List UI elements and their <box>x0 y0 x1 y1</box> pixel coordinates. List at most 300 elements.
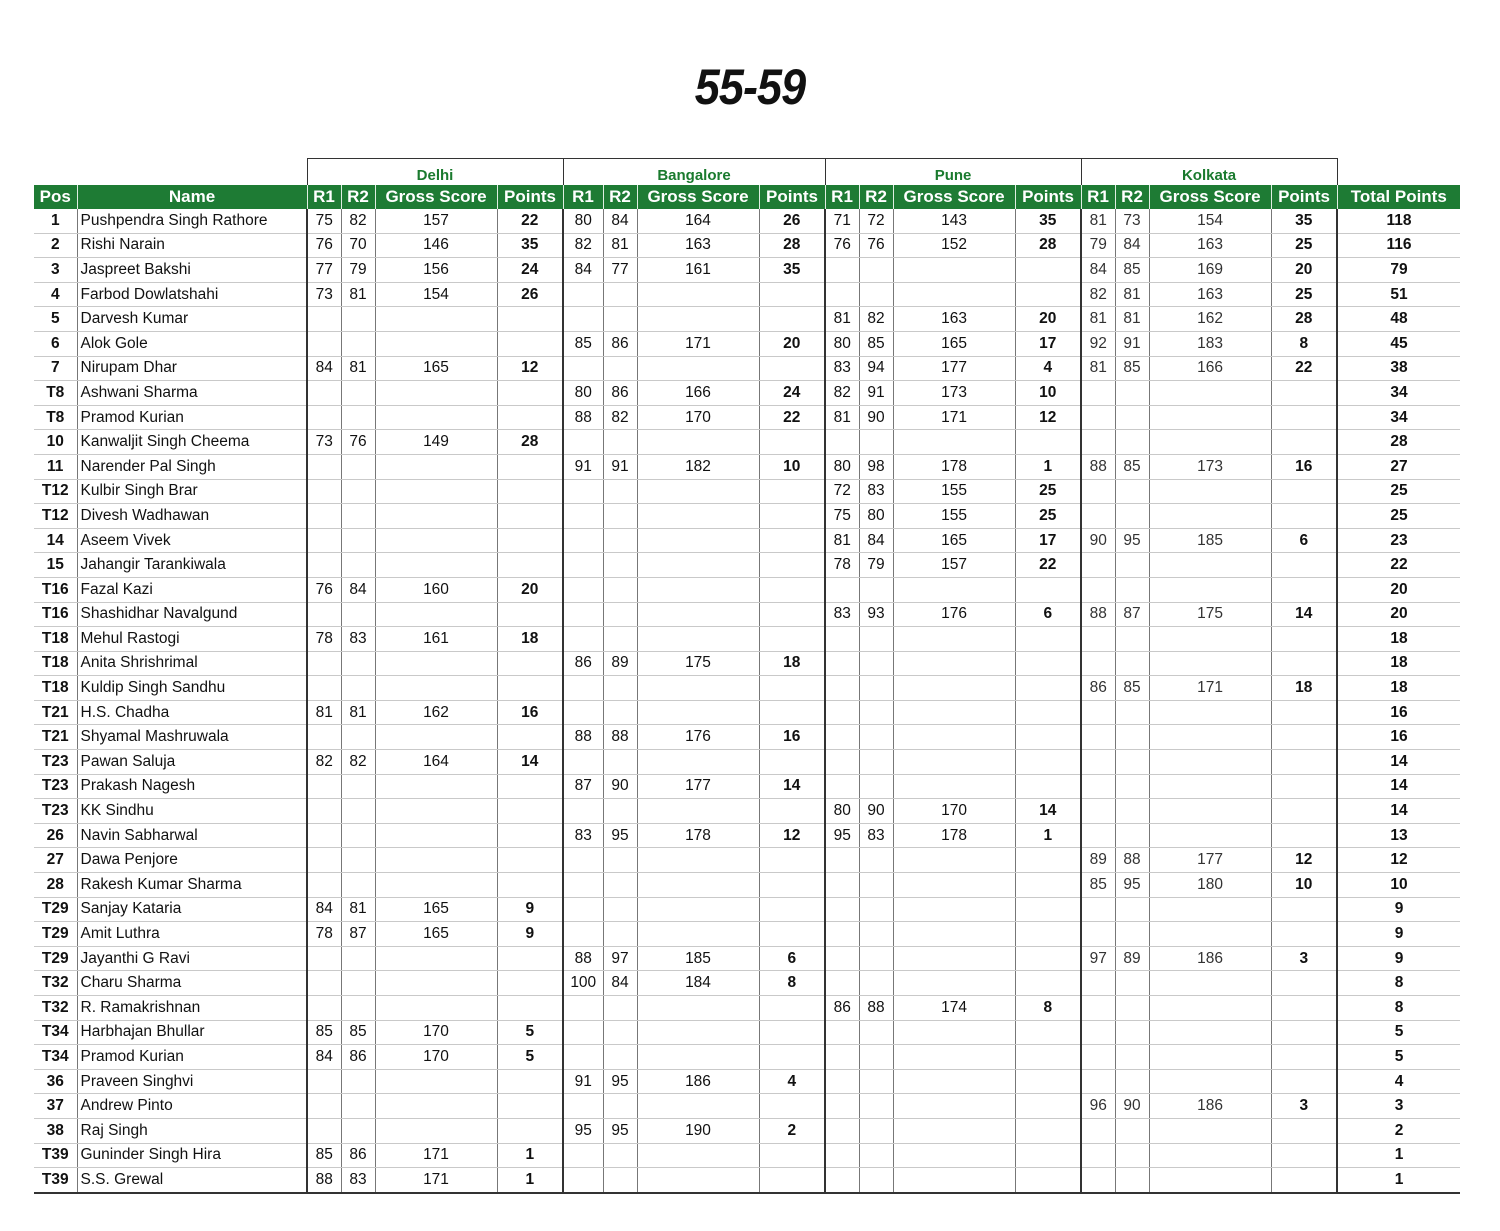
cell-pune-gross-score <box>893 750 1015 775</box>
cell-name: Pawan Saluja <box>77 750 307 775</box>
cell-bangalore-r2 <box>603 922 637 947</box>
cell-kolkata-r1 <box>1081 1143 1115 1168</box>
cell-delhi-gross-score: 161 <box>375 627 497 652</box>
cell-bangalore-gross-score: 190 <box>637 1118 759 1143</box>
cell-total-points: 3 <box>1337 1094 1460 1119</box>
cell-delhi-r1 <box>307 823 341 848</box>
cell-delhi-r1 <box>307 331 341 356</box>
cell-name: Amit Luthra <box>77 922 307 947</box>
cell-kolkata-r2 <box>1115 750 1149 775</box>
cell-bangalore-gross-score <box>637 897 759 922</box>
table-row <box>34 577 1460 602</box>
cell-kolkata-r1 <box>1081 553 1115 578</box>
cell-bangalore-r2: 95 <box>603 823 637 848</box>
cell-kolkata-r2: 85 <box>1115 676 1149 701</box>
cell-kolkata-r1: 90 <box>1081 528 1115 553</box>
cell-name: KK Sindhu <box>77 799 307 824</box>
cell-bangalore-r2 <box>603 307 637 332</box>
cell-delhi-points: 14 <box>497 750 563 775</box>
cell-pune-gross-score: 143 <box>893 209 1015 233</box>
cell-pos: T18 <box>34 627 77 652</box>
cell-delhi-gross-score <box>375 405 497 430</box>
cell-pune-gross-score: 163 <box>893 307 1015 332</box>
table-row <box>34 922 1460 947</box>
cell-bangalore-points: 20 <box>759 331 825 356</box>
cell-pune-gross-score: 157 <box>893 553 1015 578</box>
cell-bangalore-gross-score <box>637 676 759 701</box>
cell-pune-gross-score <box>893 774 1015 799</box>
cell-name: S.S. Grewal <box>77 1168 307 1193</box>
cell-bangalore-gross-score: 182 <box>637 454 759 479</box>
cell-bangalore-r1: 80 <box>563 381 603 406</box>
table-row <box>34 873 1460 898</box>
cell-name: Farbod Dowlatshahi <box>77 282 307 307</box>
cell-total-points: 25 <box>1337 479 1460 504</box>
cell-delhi-r2 <box>341 1094 375 1119</box>
cell-pune-r2: 80 <box>859 504 893 529</box>
cell-delhi-gross-score <box>375 651 497 676</box>
cell-total-points: 28 <box>1337 430 1460 455</box>
cell-pos: 38 <box>34 1118 77 1143</box>
cell-pune-r1 <box>825 725 859 750</box>
column-header-delhi-gross-score: Gross Score <box>375 185 497 209</box>
cell-kolkata-gross-score <box>1149 971 1271 996</box>
cell-bangalore-points: 28 <box>759 233 825 258</box>
cell-pune-r1 <box>825 750 859 775</box>
cell-bangalore-points <box>759 430 825 455</box>
cell-bangalore-gross-score <box>637 1045 759 1070</box>
cell-total-points: 1 <box>1337 1143 1460 1168</box>
cell-name: Raj Singh <box>77 1118 307 1143</box>
cell-delhi-r1 <box>307 971 341 996</box>
cell-total-points: 13 <box>1337 823 1460 848</box>
cell-delhi-gross-score <box>375 996 497 1021</box>
cell-bangalore-r2: 97 <box>603 946 637 971</box>
cell-delhi-points: 18 <box>497 627 563 652</box>
cell-kolkata-gross-score <box>1149 1069 1271 1094</box>
cell-delhi-points <box>497 1069 563 1094</box>
cell-name: Shyamal Mashruwala <box>77 725 307 750</box>
cell-delhi-r2 <box>341 381 375 406</box>
cell-pune-points: 20 <box>1015 307 1081 332</box>
table-row <box>34 430 1460 455</box>
cell-bangalore-r1 <box>563 1094 603 1119</box>
cell-pune-r2 <box>859 282 893 307</box>
cell-bangalore-gross-score: 171 <box>637 331 759 356</box>
cell-kolkata-gross-score: 163 <box>1149 233 1271 258</box>
cell-delhi-r2 <box>341 479 375 504</box>
cell-pune-r1: 83 <box>825 602 859 627</box>
cell-delhi-r1: 77 <box>307 258 341 283</box>
cell-bangalore-r1: 86 <box>563 651 603 676</box>
cell-kolkata-gross-score <box>1149 479 1271 504</box>
cell-pune-points <box>1015 282 1081 307</box>
cell-bangalore-points <box>759 1020 825 1045</box>
cell-delhi-gross-score: 156 <box>375 258 497 283</box>
cell-bangalore-r1: 88 <box>563 405 603 430</box>
cell-delhi-r1: 75 <box>307 209 341 233</box>
cell-pune-points <box>1015 651 1081 676</box>
cell-pos: 28 <box>34 873 77 898</box>
cell-delhi-points <box>497 1118 563 1143</box>
cell-kolkata-gross-score <box>1149 1168 1271 1193</box>
cell-pune-r2 <box>859 676 893 701</box>
cell-delhi-r2: 70 <box>341 233 375 258</box>
cell-total-points: 48 <box>1337 307 1460 332</box>
cell-name: Jaspreet Bakshi <box>77 258 307 283</box>
cell-delhi-r1 <box>307 725 341 750</box>
cell-total-points: 38 <box>1337 356 1460 381</box>
cell-delhi-gross-score <box>375 799 497 824</box>
cell-kolkata-r2: 88 <box>1115 848 1149 873</box>
cell-delhi-r2: 83 <box>341 627 375 652</box>
cell-kolkata-r1: 86 <box>1081 676 1115 701</box>
cell-bangalore-gross-score <box>637 553 759 578</box>
cell-pos: T32 <box>34 996 77 1021</box>
cell-kolkata-r2: 95 <box>1115 528 1149 553</box>
table-row <box>34 627 1460 652</box>
cell-delhi-points: 1 <box>497 1143 563 1168</box>
cell-delhi-gross-score <box>375 479 497 504</box>
cell-delhi-points <box>497 405 563 430</box>
cell-bangalore-gross-score <box>637 750 759 775</box>
cell-pos: T23 <box>34 750 77 775</box>
cell-bangalore-gross-score <box>637 700 759 725</box>
column-header-kolkata-gross-score: Gross Score <box>1149 185 1271 209</box>
cell-kolkata-points <box>1271 1118 1337 1143</box>
cell-delhi-r2 <box>341 676 375 701</box>
cell-bangalore-r1 <box>563 528 603 553</box>
cell-delhi-points <box>497 725 563 750</box>
cell-pune-r2 <box>859 577 893 602</box>
cell-kolkata-points <box>1271 996 1337 1021</box>
cell-bangalore-r1: 95 <box>563 1118 603 1143</box>
cell-bangalore-r2 <box>603 996 637 1021</box>
cell-bangalore-gross-score <box>637 1168 759 1193</box>
cell-pune-r2 <box>859 258 893 283</box>
cell-kolkata-points <box>1271 553 1337 578</box>
cell-bangalore-r2: 84 <box>603 971 637 996</box>
group-header-pune: Pune <box>825 159 1081 186</box>
cell-name: Andrew Pinto <box>77 1094 307 1119</box>
cell-pos: T39 <box>34 1168 77 1193</box>
cell-pune-r1 <box>825 651 859 676</box>
cell-total-points: 18 <box>1337 651 1460 676</box>
cell-delhi-r2 <box>341 602 375 627</box>
cell-pos: T23 <box>34 774 77 799</box>
cell-delhi-gross-score <box>375 848 497 873</box>
cell-total-points: 5 <box>1337 1020 1460 1045</box>
cell-kolkata-r1: 81 <box>1081 356 1115 381</box>
cell-bangalore-r2 <box>603 1045 637 1070</box>
cell-bangalore-r2 <box>603 848 637 873</box>
cell-bangalore-r2: 81 <box>603 233 637 258</box>
cell-delhi-gross-score: 157 <box>375 209 497 233</box>
cell-delhi-r2 <box>341 725 375 750</box>
cell-kolkata-gross-score <box>1149 725 1271 750</box>
cell-pune-r1 <box>825 627 859 652</box>
cell-kolkata-r2: 81 <box>1115 282 1149 307</box>
cell-name: Kuldip Singh Sandhu <box>77 676 307 701</box>
cell-pune-r1: 71 <box>825 209 859 233</box>
cell-bangalore-r1 <box>563 602 603 627</box>
cell-kolkata-gross-score: 186 <box>1149 946 1271 971</box>
cell-kolkata-points <box>1271 577 1337 602</box>
cell-name: Mehul Rastogi <box>77 627 307 652</box>
cell-total-points: 45 <box>1337 331 1460 356</box>
cell-name: Kulbir Singh Brar <box>77 479 307 504</box>
cell-bangalore-points <box>759 1143 825 1168</box>
cell-pune-r2 <box>859 750 893 775</box>
cell-bangalore-r2 <box>603 897 637 922</box>
cell-bangalore-r1 <box>563 1143 603 1168</box>
cell-pune-gross-score: 171 <box>893 405 1015 430</box>
cell-delhi-r2: 87 <box>341 922 375 947</box>
cell-kolkata-r1: 82 <box>1081 282 1115 307</box>
cell-bangalore-gross-score: 163 <box>637 233 759 258</box>
cell-delhi-points: 20 <box>497 577 563 602</box>
cell-kolkata-r1: 92 <box>1081 331 1115 356</box>
cell-kolkata-gross-score: 169 <box>1149 258 1271 283</box>
cell-total-points: 118 <box>1337 209 1460 233</box>
cell-delhi-r2 <box>341 454 375 479</box>
table-row <box>34 479 1460 504</box>
cell-bangalore-points: 22 <box>759 405 825 430</box>
cell-delhi-r2 <box>341 331 375 356</box>
cell-name: Pushpendra Singh Rathore <box>77 209 307 233</box>
cell-delhi-points: 5 <box>497 1045 563 1070</box>
cell-delhi-r1 <box>307 405 341 430</box>
cell-delhi-r2: 83 <box>341 1168 375 1193</box>
cell-kolkata-gross-score <box>1149 1118 1271 1143</box>
cell-kolkata-r1 <box>1081 823 1115 848</box>
cell-pune-r1 <box>825 873 859 898</box>
cell-delhi-points: 9 <box>497 922 563 947</box>
cell-pune-gross-score: 174 <box>893 996 1015 1021</box>
cell-bangalore-points <box>759 700 825 725</box>
table-row <box>34 1118 1460 1143</box>
cell-bangalore-r1: 87 <box>563 774 603 799</box>
cell-bangalore-points <box>759 504 825 529</box>
cell-kolkata-r1 <box>1081 971 1115 996</box>
cell-total-points: 16 <box>1337 700 1460 725</box>
cell-pos: 7 <box>34 356 77 381</box>
cell-kolkata-gross-score <box>1149 799 1271 824</box>
cell-bangalore-r2 <box>603 602 637 627</box>
cell-delhi-points <box>497 946 563 971</box>
cell-pune-gross-score <box>893 1069 1015 1094</box>
cell-kolkata-r2: 85 <box>1115 454 1149 479</box>
cell-kolkata-points: 35 <box>1271 209 1337 233</box>
cell-pune-r2 <box>859 1094 893 1119</box>
cell-kolkata-gross-score <box>1149 1020 1271 1045</box>
cell-bangalore-gross-score: 185 <box>637 946 759 971</box>
column-header-bangalore-gross-score: Gross Score <box>637 185 759 209</box>
cell-kolkata-r1: 81 <box>1081 209 1115 233</box>
cell-delhi-r1: 73 <box>307 282 341 307</box>
cell-total-points: 116 <box>1337 233 1460 258</box>
group-header-bangalore: Bangalore <box>563 159 825 186</box>
cell-kolkata-r1: 97 <box>1081 946 1115 971</box>
cell-total-points: 18 <box>1337 676 1460 701</box>
cell-delhi-r1 <box>307 381 341 406</box>
cell-pune-r1 <box>825 430 859 455</box>
cell-bangalore-points <box>759 307 825 332</box>
cell-pos: 3 <box>34 258 77 283</box>
cell-bangalore-r2 <box>603 1143 637 1168</box>
cell-delhi-r1: 78 <box>307 627 341 652</box>
cell-name: Rishi Narain <box>77 233 307 258</box>
cell-name: Divesh Wadhawan <box>77 504 307 529</box>
cell-pos: 37 <box>34 1094 77 1119</box>
cell-delhi-points <box>497 1094 563 1119</box>
cell-pos: T8 <box>34 405 77 430</box>
cell-total-points: 22 <box>1337 553 1460 578</box>
cell-bangalore-points <box>759 750 825 775</box>
column-header-pune-gross-score: Gross Score <box>893 185 1015 209</box>
cell-pune-points <box>1015 1020 1081 1045</box>
cell-pune-r2 <box>859 1143 893 1168</box>
cell-kolkata-r2 <box>1115 897 1149 922</box>
cell-kolkata-gross-score: 186 <box>1149 1094 1271 1119</box>
cell-pune-gross-score <box>893 897 1015 922</box>
cell-kolkata-gross-score <box>1149 627 1271 652</box>
cell-kolkata-points: 25 <box>1271 282 1337 307</box>
cell-kolkata-r2 <box>1115 996 1149 1021</box>
cell-bangalore-gross-score <box>637 504 759 529</box>
cell-total-points: 34 <box>1337 405 1460 430</box>
cell-kolkata-r2 <box>1115 1069 1149 1094</box>
cell-pune-points <box>1015 577 1081 602</box>
cell-pune-r1: 72 <box>825 479 859 504</box>
cell-kolkata-r1 <box>1081 774 1115 799</box>
cell-bangalore-points: 2 <box>759 1118 825 1143</box>
cell-pos: 2 <box>34 233 77 258</box>
cell-kolkata-r1 <box>1081 1168 1115 1193</box>
cell-kolkata-points <box>1271 1143 1337 1168</box>
cell-bangalore-points: 12 <box>759 823 825 848</box>
cell-delhi-points: 16 <box>497 700 563 725</box>
cell-kolkata-points <box>1271 1069 1337 1094</box>
cell-delhi-r1 <box>307 307 341 332</box>
cell-pos: T18 <box>34 651 77 676</box>
cell-bangalore-r1 <box>563 1168 603 1193</box>
cell-kolkata-points <box>1271 1168 1337 1193</box>
cell-kolkata-r1 <box>1081 381 1115 406</box>
cell-bangalore-r1: 80 <box>563 209 603 233</box>
cell-kolkata-r1: 88 <box>1081 602 1115 627</box>
cell-pos: 14 <box>34 528 77 553</box>
cell-kolkata-gross-score <box>1149 553 1271 578</box>
cell-bangalore-r1: 82 <box>563 233 603 258</box>
cell-delhi-gross-score: 170 <box>375 1020 497 1045</box>
cell-kolkata-r2 <box>1115 774 1149 799</box>
cell-name: Anita Shrishrimal <box>77 651 307 676</box>
cell-bangalore-r2: 77 <box>603 258 637 283</box>
cell-bangalore-r2 <box>603 627 637 652</box>
cell-pune-points <box>1015 1094 1081 1119</box>
cell-delhi-r2: 81 <box>341 356 375 381</box>
cell-kolkata-points: 3 <box>1271 946 1337 971</box>
cell-bangalore-points <box>759 528 825 553</box>
cell-name: Prakash Nagesh <box>77 774 307 799</box>
cell-total-points: 8 <box>1337 971 1460 996</box>
cell-delhi-r1: 88 <box>307 1168 341 1193</box>
cell-delhi-r1 <box>307 799 341 824</box>
cell-kolkata-gross-score: 171 <box>1149 676 1271 701</box>
cell-total-points: 14 <box>1337 774 1460 799</box>
cell-total-points: 18 <box>1337 627 1460 652</box>
table-row <box>34 233 1460 258</box>
cell-pune-points: 17 <box>1015 331 1081 356</box>
column-header-kolkata-r2: R2 <box>1115 185 1149 209</box>
cell-kolkata-r1 <box>1081 922 1115 947</box>
cell-name: Pramod Kurian <box>77 1045 307 1070</box>
cell-bangalore-r2: 95 <box>603 1118 637 1143</box>
cell-pune-gross-score: 155 <box>893 504 1015 529</box>
cell-bangalore-gross-score <box>637 799 759 824</box>
cell-kolkata-gross-score <box>1149 996 1271 1021</box>
cell-delhi-points <box>497 848 563 873</box>
cell-kolkata-gross-score: 180 <box>1149 873 1271 898</box>
cell-bangalore-r2: 95 <box>603 1069 637 1094</box>
cell-bangalore-gross-score <box>637 479 759 504</box>
cell-bangalore-points <box>759 577 825 602</box>
cell-bangalore-points: 35 <box>759 258 825 283</box>
cell-pune-gross-score <box>893 1168 1015 1193</box>
group-header-kolkata: Kolkata <box>1081 159 1337 186</box>
cell-name: Narender Pal Singh <box>77 454 307 479</box>
cell-bangalore-points <box>759 627 825 652</box>
cell-name: Ashwani Sharma <box>77 381 307 406</box>
cell-pune-r1: 75 <box>825 504 859 529</box>
cell-bangalore-points <box>759 479 825 504</box>
cell-bangalore-r1 <box>563 750 603 775</box>
cell-pune-points <box>1015 946 1081 971</box>
cell-pune-r2 <box>859 1020 893 1045</box>
cell-bangalore-gross-score <box>637 356 759 381</box>
cell-bangalore-r2 <box>603 430 637 455</box>
cell-bangalore-gross-score <box>637 1020 759 1045</box>
cell-delhi-points: 1 <box>497 1168 563 1193</box>
cell-delhi-r1: 78 <box>307 922 341 947</box>
cell-delhi-r1: 76 <box>307 577 341 602</box>
cell-delhi-points <box>497 873 563 898</box>
cell-pune-gross-score <box>893 922 1015 947</box>
table-row <box>34 823 1460 848</box>
cell-kolkata-gross-score: 185 <box>1149 528 1271 553</box>
cell-delhi-r2: 85 <box>341 1020 375 1045</box>
cell-kolkata-r1 <box>1081 430 1115 455</box>
cell-bangalore-gross-score <box>637 577 759 602</box>
cell-delhi-r2 <box>341 946 375 971</box>
cell-delhi-points <box>497 774 563 799</box>
cell-bangalore-r1 <box>563 799 603 824</box>
cell-pune-points: 1 <box>1015 454 1081 479</box>
cell-pune-r2 <box>859 651 893 676</box>
cell-kolkata-r2 <box>1115 381 1149 406</box>
cell-pune-points <box>1015 725 1081 750</box>
cell-bangalore-r1: 91 <box>563 1069 603 1094</box>
cell-pos: T39 <box>34 1143 77 1168</box>
cell-bangalore-points: 24 <box>759 381 825 406</box>
cell-kolkata-points: 22 <box>1271 356 1337 381</box>
cell-pune-r2: 90 <box>859 405 893 430</box>
cell-bangalore-points <box>759 897 825 922</box>
cell-pune-points <box>1015 676 1081 701</box>
cell-bangalore-points <box>759 356 825 381</box>
cell-delhi-gross-score: 171 <box>375 1168 497 1193</box>
